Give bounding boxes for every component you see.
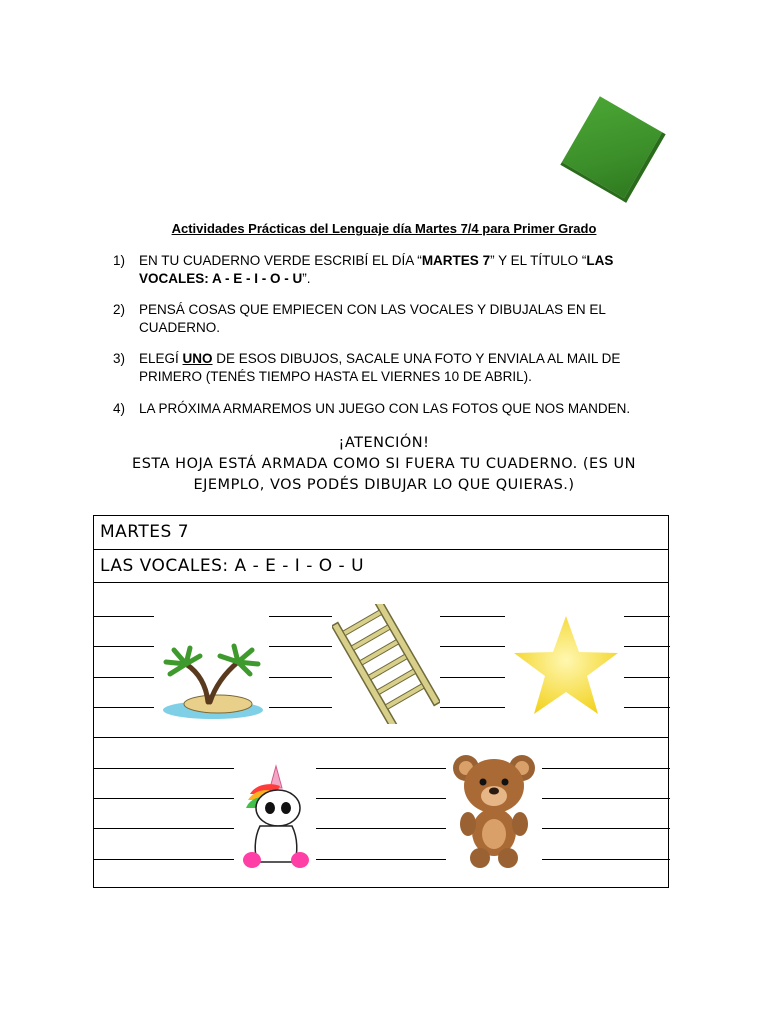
- item-text: ELEGÍ: [139, 351, 183, 366]
- item-number: 2): [113, 302, 126, 317]
- writing-line: [624, 677, 670, 678]
- green-notebook-icon: [560, 96, 665, 202]
- writing-line: [94, 677, 154, 678]
- item-number: 3): [113, 351, 126, 366]
- sheet-day: MARTES 7: [100, 522, 190, 542]
- writing-line: [316, 859, 446, 860]
- sheet-heading: LAS VOCALES: A - E - I - O - U: [100, 556, 365, 576]
- writing-line: [94, 616, 154, 617]
- writing-line: [624, 707, 670, 708]
- island-icon: [160, 612, 266, 722]
- instruction-item-1: [113, 252, 653, 288]
- writing-line: [540, 859, 670, 860]
- sheet-divider: [94, 582, 668, 583]
- writing-line: [94, 707, 154, 708]
- unicorn-icon: [236, 764, 316, 874]
- item-number: 1): [113, 253, 126, 268]
- item-text: EN TU CUADERNO VERDE ESCRIBÍ EL DÍA “: [139, 253, 422, 268]
- item-text: DE ESOS DIBUJOS, SACALE UNA FOTO Y ENVIALA AL MAIL DE PRIMERO (TENÉS TIEMPO HASTA EL VIERNES 10 DE ABRIL).: [139, 351, 621, 384]
- writing-line: [540, 798, 670, 799]
- writing-line: [94, 768, 234, 769]
- writing-line: [94, 859, 234, 860]
- star-icon: [510, 612, 622, 718]
- notebook-sheet: [93, 515, 669, 888]
- teddy-bear-icon: [446, 748, 542, 870]
- item-text: LA PRÓXIMA ARMAREMOS UN JUEGO CON LAS FOTOS QUE NOS MANDEN.: [139, 401, 631, 416]
- writing-line: [316, 798, 446, 799]
- notebook-note: ESTA HOJA ESTÁ ARMADA COMO SI FUERA TU CUADERNO. (ES UN EJEMPLO, VOS PODÉS DIBUJAR LO QUE QUIERAS.): [132, 456, 636, 493]
- writing-line: [94, 646, 154, 647]
- instruction-item-3: [113, 350, 653, 386]
- instruction-item-2: [113, 301, 653, 337]
- instruction-item-4: [113, 400, 653, 418]
- item-bold-text: MARTES 7: [421, 253, 491, 268]
- writing-line: [94, 798, 234, 799]
- item-text: ” Y EL TÍTULO “: [490, 253, 587, 268]
- writing-line: [624, 616, 670, 617]
- item-underlined-text: UNO: [182, 351, 213, 366]
- writing-line: [624, 646, 670, 647]
- item-text: ”.: [302, 271, 311, 286]
- writing-line: [540, 828, 670, 829]
- item-text: PENSÁ COSAS QUE EMPIECEN CON LAS VOCALES Y DIBUJALAS EN EL CUADERNO.: [139, 302, 606, 335]
- writing-line: [316, 828, 446, 829]
- sheet-divider: [94, 737, 668, 738]
- item-bold-text: LAS VOCALES: A - E - I - O - U: [139, 253, 614, 286]
- ladder-icon: [332, 604, 440, 724]
- sheet-divider: [94, 549, 668, 550]
- writing-line: [540, 768, 670, 769]
- writing-line: [94, 828, 234, 829]
- item-number: 4): [113, 401, 126, 416]
- writing-line: [316, 768, 446, 769]
- document-title: Actividades Prácticas del Lenguaje día Martes 7/4 para Primer Grado: [171, 221, 597, 236]
- attention-heading: ¡ATENCIÓN!: [338, 435, 430, 451]
